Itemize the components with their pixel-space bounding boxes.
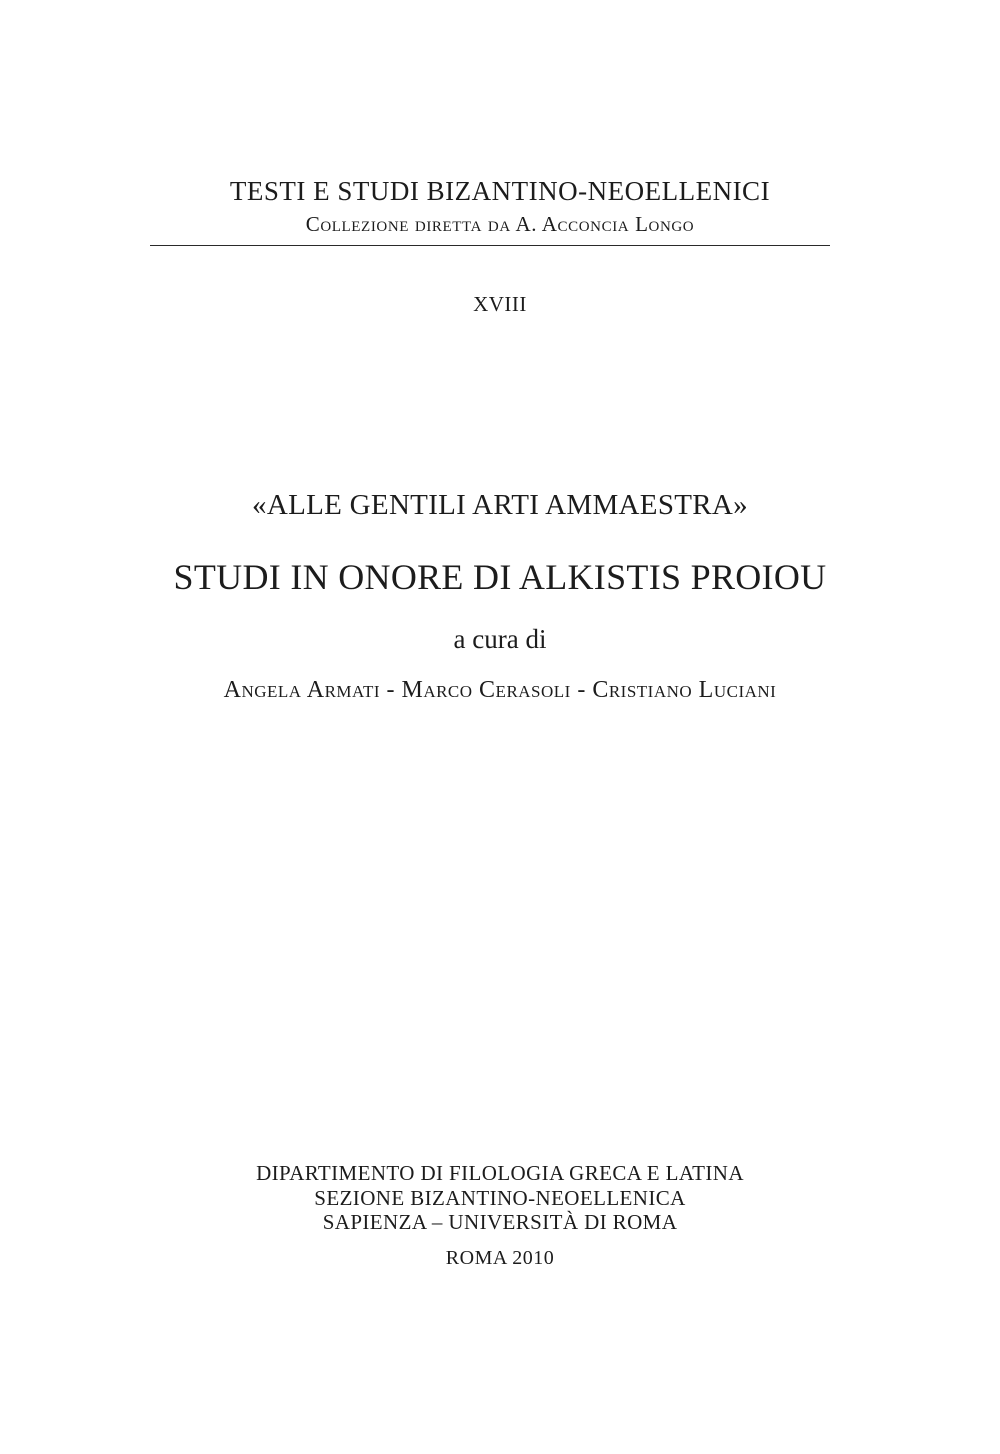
publisher-department: DIPARTIMENTO DI FILOLOGIA GRECA E LATINA — [256, 1161, 744, 1185]
book-editors: Angela Armati - Marco Cerasoli - Cristiano Luciani — [223, 677, 777, 703]
publisher-university: SAPIENZA – UNIVERSITÀ DI ROMA — [322, 1210, 678, 1234]
publisher-section: SEZIONE BIZANTINO-NEOELLENICA — [314, 1186, 686, 1210]
series-title: TESTI E STUDI BIZANTINO-NEOELLENICI — [229, 176, 771, 206]
book-title-main: STUDI IN ONORE DI ALKISTIS PROIOU — [173, 557, 827, 597]
series-editor-line: Collezione diretta da A. Acconcia Longo — [305, 212, 695, 236]
publication-place-year: ROMA 2010 — [445, 1247, 555, 1269]
curated-by-label: a cura di — [453, 624, 547, 654]
book-title-quote: «ALLE GENTILI ARTI AMMAESTRA» — [252, 489, 748, 521]
volume-number: XVIII — [473, 292, 527, 316]
series-divider-rule — [150, 245, 830, 246]
